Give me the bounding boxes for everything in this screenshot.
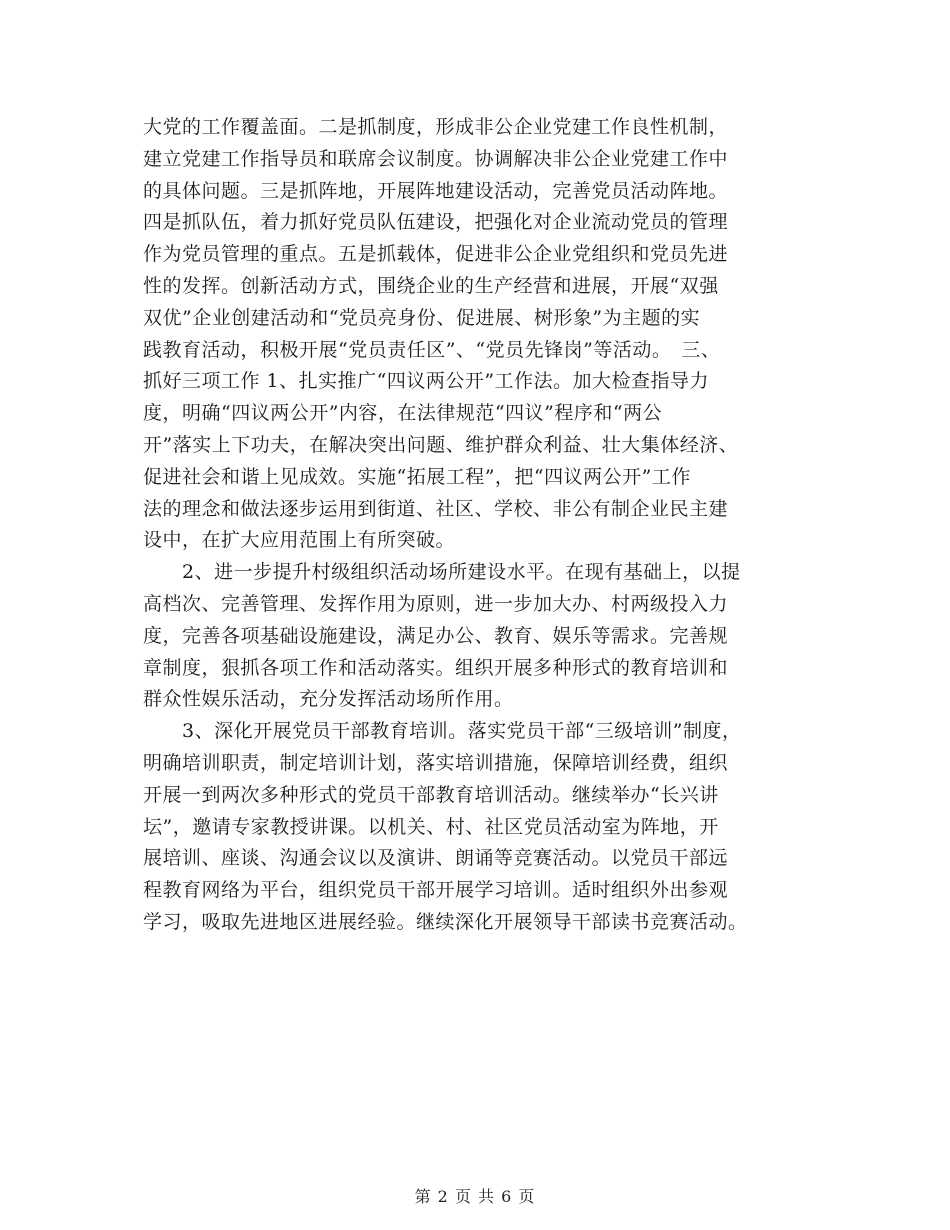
text-line: 建立党建工作指导员和联席会议制度。协调解决非公企业党建工作中 [143, 147, 729, 170]
text-line: 四是抓队伍，着力抓好党员队伍建设，把强化对企业流动党员的管理 [143, 211, 729, 234]
text-line: 度，完善各项基础设施建设，满足办公、教育、娱乐等需求。完善规 [143, 624, 729, 647]
text-line: 作为党员管理的重点。五是抓载体，促进非公企业党组织和党员先进 [143, 243, 729, 266]
text-line: 开”落实上下功夫，在解决突出问题、维护群众利益、壮大集体经济、 [143, 433, 739, 456]
text-line: 章制度，狠抓各项工作和活动落实。组织开展多种形式的教育培训和 [143, 656, 729, 679]
text-line: 群众性娱乐活动，充分发挥活动场所作用。 [143, 688, 514, 711]
text-line: 2、进一步提升村级组织活动场所建设水平。在现有基础上，以提 [143, 561, 741, 584]
text-line: 开展一到两次多种形式的党员干部教育培训活动。继续举办“长兴讲 [143, 783, 719, 806]
text-line: 设中，在扩大应用范围上有所突破。 [143, 529, 456, 552]
page-number-footer: 第 2 页 共 6 页 [414, 1187, 536, 1206]
text-line: 展培训、座谈、沟通会议以及演讲、朗诵等竞赛活动。以党员干部远 [143, 847, 729, 870]
text-line: 程教育网络为平台，组织党员干部开展学习培训。适时组织外出参观 [143, 879, 729, 902]
text-line: 学习，吸取先进地区进展经验。继续深化开展领导干部读书竞赛活动。 [143, 910, 748, 933]
text-line: 高档次、完善管理、发挥作用为原则，进一步加大办、村两级投入力 [143, 592, 729, 615]
text-line: 的具体问题。三是抓阵地，开展阵地建设活动，完善党员活动阵地。 [143, 179, 729, 202]
text-line: 3、深化开展党员干部教育培训。落实党员干部“三级培训”制度， [143, 720, 742, 743]
text-line: 践教育活动，积极开展“党员责任区”、“党员先锋岗”等活动。 三、 [143, 338, 721, 361]
text-line: 法的理念和做法逐步运用到街道、社区、学校、非公有制企业民主建 [143, 497, 729, 520]
text-line: 明确培训职责，制定培训计划，落实培训措施，保障培训经费，组织 [143, 751, 729, 774]
text-line: 双优”企业创建活动和“党员亮身份、促进展、树形象”为主题的实 [143, 306, 701, 329]
text-line: 度，明确“四议两公开”内容，在法律规范“四议”程序和“两公 [143, 402, 663, 425]
text-line: 大党的工作覆盖面。二是抓制度，形成非公企业党建工作良性机制， [143, 116, 729, 138]
text-line: 促进社会和谐上见成效。实施“拓展工程”，把“四议两公开”工作 [143, 465, 691, 488]
text-line: 性的发挥。创新活动方式，围绕企业的生产经营和进展，开展“双强 [143, 274, 719, 297]
text-line: 抓好三项工作 1、扎实推广“四议两公开”工作法。加大检查指导力 [143, 370, 710, 393]
text-line: 坛”，邀请专家教授讲课。以机关、村、社区党员活动室为阵地，开 [143, 815, 719, 838]
body-text [143, 112, 823, 939]
